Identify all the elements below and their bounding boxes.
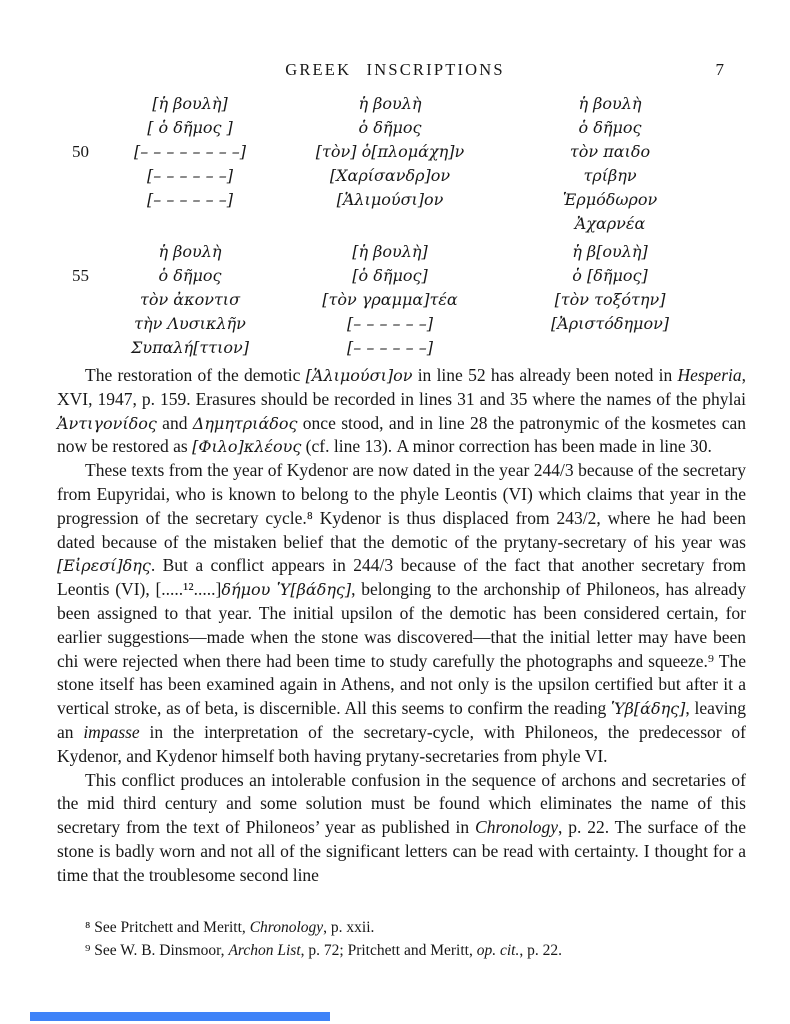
running-head: GREEK INSCRIPTIONS	[285, 60, 505, 79]
paragraph-1	[57, 364, 746, 459]
inscription-line: [– – – – – –]	[147, 190, 233, 209]
inscription-line: τὸν παιδο	[569, 142, 651, 161]
inscription-line-number	[57, 164, 95, 188]
inscription-line: ἡ βουλὴ	[158, 242, 222, 261]
inscription-line: [τὸν γραμμα]τέα	[322, 290, 458, 309]
inscription-line: [Ἁλιμούσι]ον	[336, 190, 444, 209]
inscription-line-number	[57, 212, 95, 236]
inscription-line: ὁ δῆμος	[158, 266, 222, 285]
inscription-column	[495, 240, 725, 360]
greek-text-run: Δημητριάδος	[192, 413, 298, 433]
inscription-line: [ ὁ δῆμος ]	[147, 118, 233, 137]
inscription-column	[285, 92, 495, 236]
inscription-line-number	[57, 240, 95, 264]
inscription-column	[95, 240, 285, 360]
greek-text-run: [Ἁλιμούσι]ον	[305, 366, 413, 385]
text-run: ⁸ See Pritchett and Meritt,	[85, 919, 250, 936]
inscription-line: τὴν Λυσικλῆν	[134, 314, 246, 333]
greek-text-run: [Φιλο]κλέους	[192, 437, 302, 457]
inscription-line: ὁ δῆμος	[578, 118, 642, 137]
italic-text-run: Chronology	[475, 817, 558, 838]
greek-text-run: [Εἰρεσί]δης	[57, 556, 151, 576]
inscription-line-number: 55	[72, 266, 89, 285]
text-run: , p. 22. The surface of the stone is badly worn and not all of the significant letters can be read with certainty. I thought for a time that the troublesome second line	[57, 817, 746, 885]
body-text	[57, 364, 746, 888]
inscription-line: Ἀχαρνέα	[574, 214, 646, 233]
line-number-gutter	[57, 92, 95, 236]
inscription-block-1	[57, 92, 725, 236]
inscription-line-number	[57, 336, 95, 360]
inscription-line: [τὸν τοξότην]	[554, 290, 666, 309]
footer-highlight-bar	[30, 1012, 330, 1021]
text-run: , p. 72; Pritchett and Meritt,	[300, 942, 477, 959]
inscription-line: ὁ δῆμος	[358, 118, 422, 137]
text-run: , p. 22.	[519, 942, 562, 959]
footnotes	[57, 916, 746, 962]
inscription-line-number	[57, 188, 95, 212]
text-run: , leaving an	[57, 698, 747, 742]
greek-text-run: Ἀντιγονίδος	[57, 413, 157, 433]
inscription-column	[495, 92, 725, 236]
inscription-line-number	[57, 312, 95, 336]
inscription-line: [– – – – – –]	[347, 314, 433, 333]
footnote-9	[57, 939, 746, 962]
inscription-line-number	[57, 288, 95, 312]
text-run: (cf. line 13). A minor correction has been made in line 30.	[301, 436, 712, 457]
inscription-line: [ἡ βουλὴ]	[352, 242, 428, 261]
inscription-line: [Ἀριστόδημον]	[550, 314, 670, 333]
page-number: 7	[715, 60, 724, 79]
text-run: in line 52 has already been noted in	[412, 365, 678, 385]
inscription-line: [τὸν] ὁ[πλομάχη]ν	[315, 142, 465, 161]
text-run: , p. xxii.	[323, 919, 375, 936]
text-run: ⁹ See W. B. Dinsmoor,	[85, 942, 229, 959]
italic-text-run: op. cit.	[476, 942, 520, 959]
inscription-line-number	[57, 116, 95, 140]
text-run: in the interpretation of the secretary-cycle, with Philoneos, the predecessor of Kydenor, and Kydenor himself both having prytany-secretaries from phyle VI.	[57, 721, 746, 766]
inscription-column	[95, 92, 285, 236]
footnote-8	[57, 916, 746, 939]
text-run: These texts from the year of Kydenor are now dated in the year 244/3 because of the secretary from Eupyridai, who is known to belong to the phyle Leontis (VI) which claims that year in the progression of the secretary cycle.⁸ Kydenor is thus displaced from 243/2, where he had been dated because of the mistaken belief that the demotic of the prytany-secretary of his year was	[57, 460, 746, 552]
greek-text-run: δήμου Ὑ[βάδης]	[221, 580, 352, 600]
line-number-gutter	[57, 240, 95, 360]
inscription-column	[285, 240, 495, 360]
inscription-line-number: 50	[72, 142, 89, 161]
inscription-line: [– – – – – –]	[147, 166, 233, 185]
inscription-line: [– – – – – –]	[347, 338, 433, 357]
text-run: The restoration of the demotic	[85, 365, 306, 385]
italic-text-run: Archon List	[228, 942, 301, 959]
inscription-line: ἡ βουλὴ	[358, 94, 422, 113]
text-run: once stood, and in line 28 the patronymic of the kosmetes can now be restored as	[57, 412, 746, 457]
inscription-line: ἡ βουλὴ	[578, 94, 642, 113]
paragraph-3	[57, 769, 746, 888]
greek-text-run: Ὑβ[άδης]	[611, 699, 686, 719]
inscription-block-2	[57, 240, 725, 360]
italic-text-run: impasse	[83, 721, 140, 742]
paragraph-2	[57, 459, 746, 768]
text-run: and	[156, 412, 193, 433]
text-run: , XVI, 1947, p. 159. Erasures should be recorded in lines 31 and 35 where the names of the phylai	[57, 365, 746, 409]
inscription-line: [Χαρίσανδρ]ον	[329, 166, 451, 185]
inscription-line: ἡ β[ουλὴ]	[572, 242, 648, 261]
inscription-line: ὁ [δῆμος]	[572, 266, 648, 285]
inscription-line: Ἑρμόδωρον	[562, 190, 658, 209]
text-run: , belonging to the archonship of Philoneos, has already been assigned to that year. The initial upsilon of the demotic has been considered certain, for earlier suggestions—made when the stone was discovered—that the initial letter may have been chi were rejected when there had been time to study carefully the photographs and squeeze.⁹ The stone itself has been examined again in Athens, and not only is the upsilon certified but after it a vertical stroke, as of beta, is discernible. All this seems to confirm the reading	[57, 579, 747, 719]
inscription-line: τὸν ἀκοντισ	[140, 290, 240, 309]
inscription-line: [ὁ δῆμος]	[352, 266, 428, 285]
italic-text-run: Chronology	[249, 919, 324, 936]
inscription-line-number	[57, 92, 95, 116]
inscription-line: [– – – – – – – –]	[133, 142, 247, 161]
text-run: This conflict produces an intolerable confusion in the sequence of archons and secretaries of the mid third century and some solution must be found which eliminates the name of this secretary from the text of Philoneos’ year as published in	[57, 769, 746, 838]
inscription-line: τρίβην	[583, 166, 637, 185]
italic-text-run: Hesperia	[677, 365, 742, 385]
text-run: . But a conflict appears in 244/3 because of the fact that another secretary from Leontis (VI), [.....¹².....]	[57, 555, 746, 600]
inscription-line: [ἡ βουλὴ]	[152, 94, 228, 113]
inscription-line: Συπαλή[ττιον]	[131, 338, 249, 357]
